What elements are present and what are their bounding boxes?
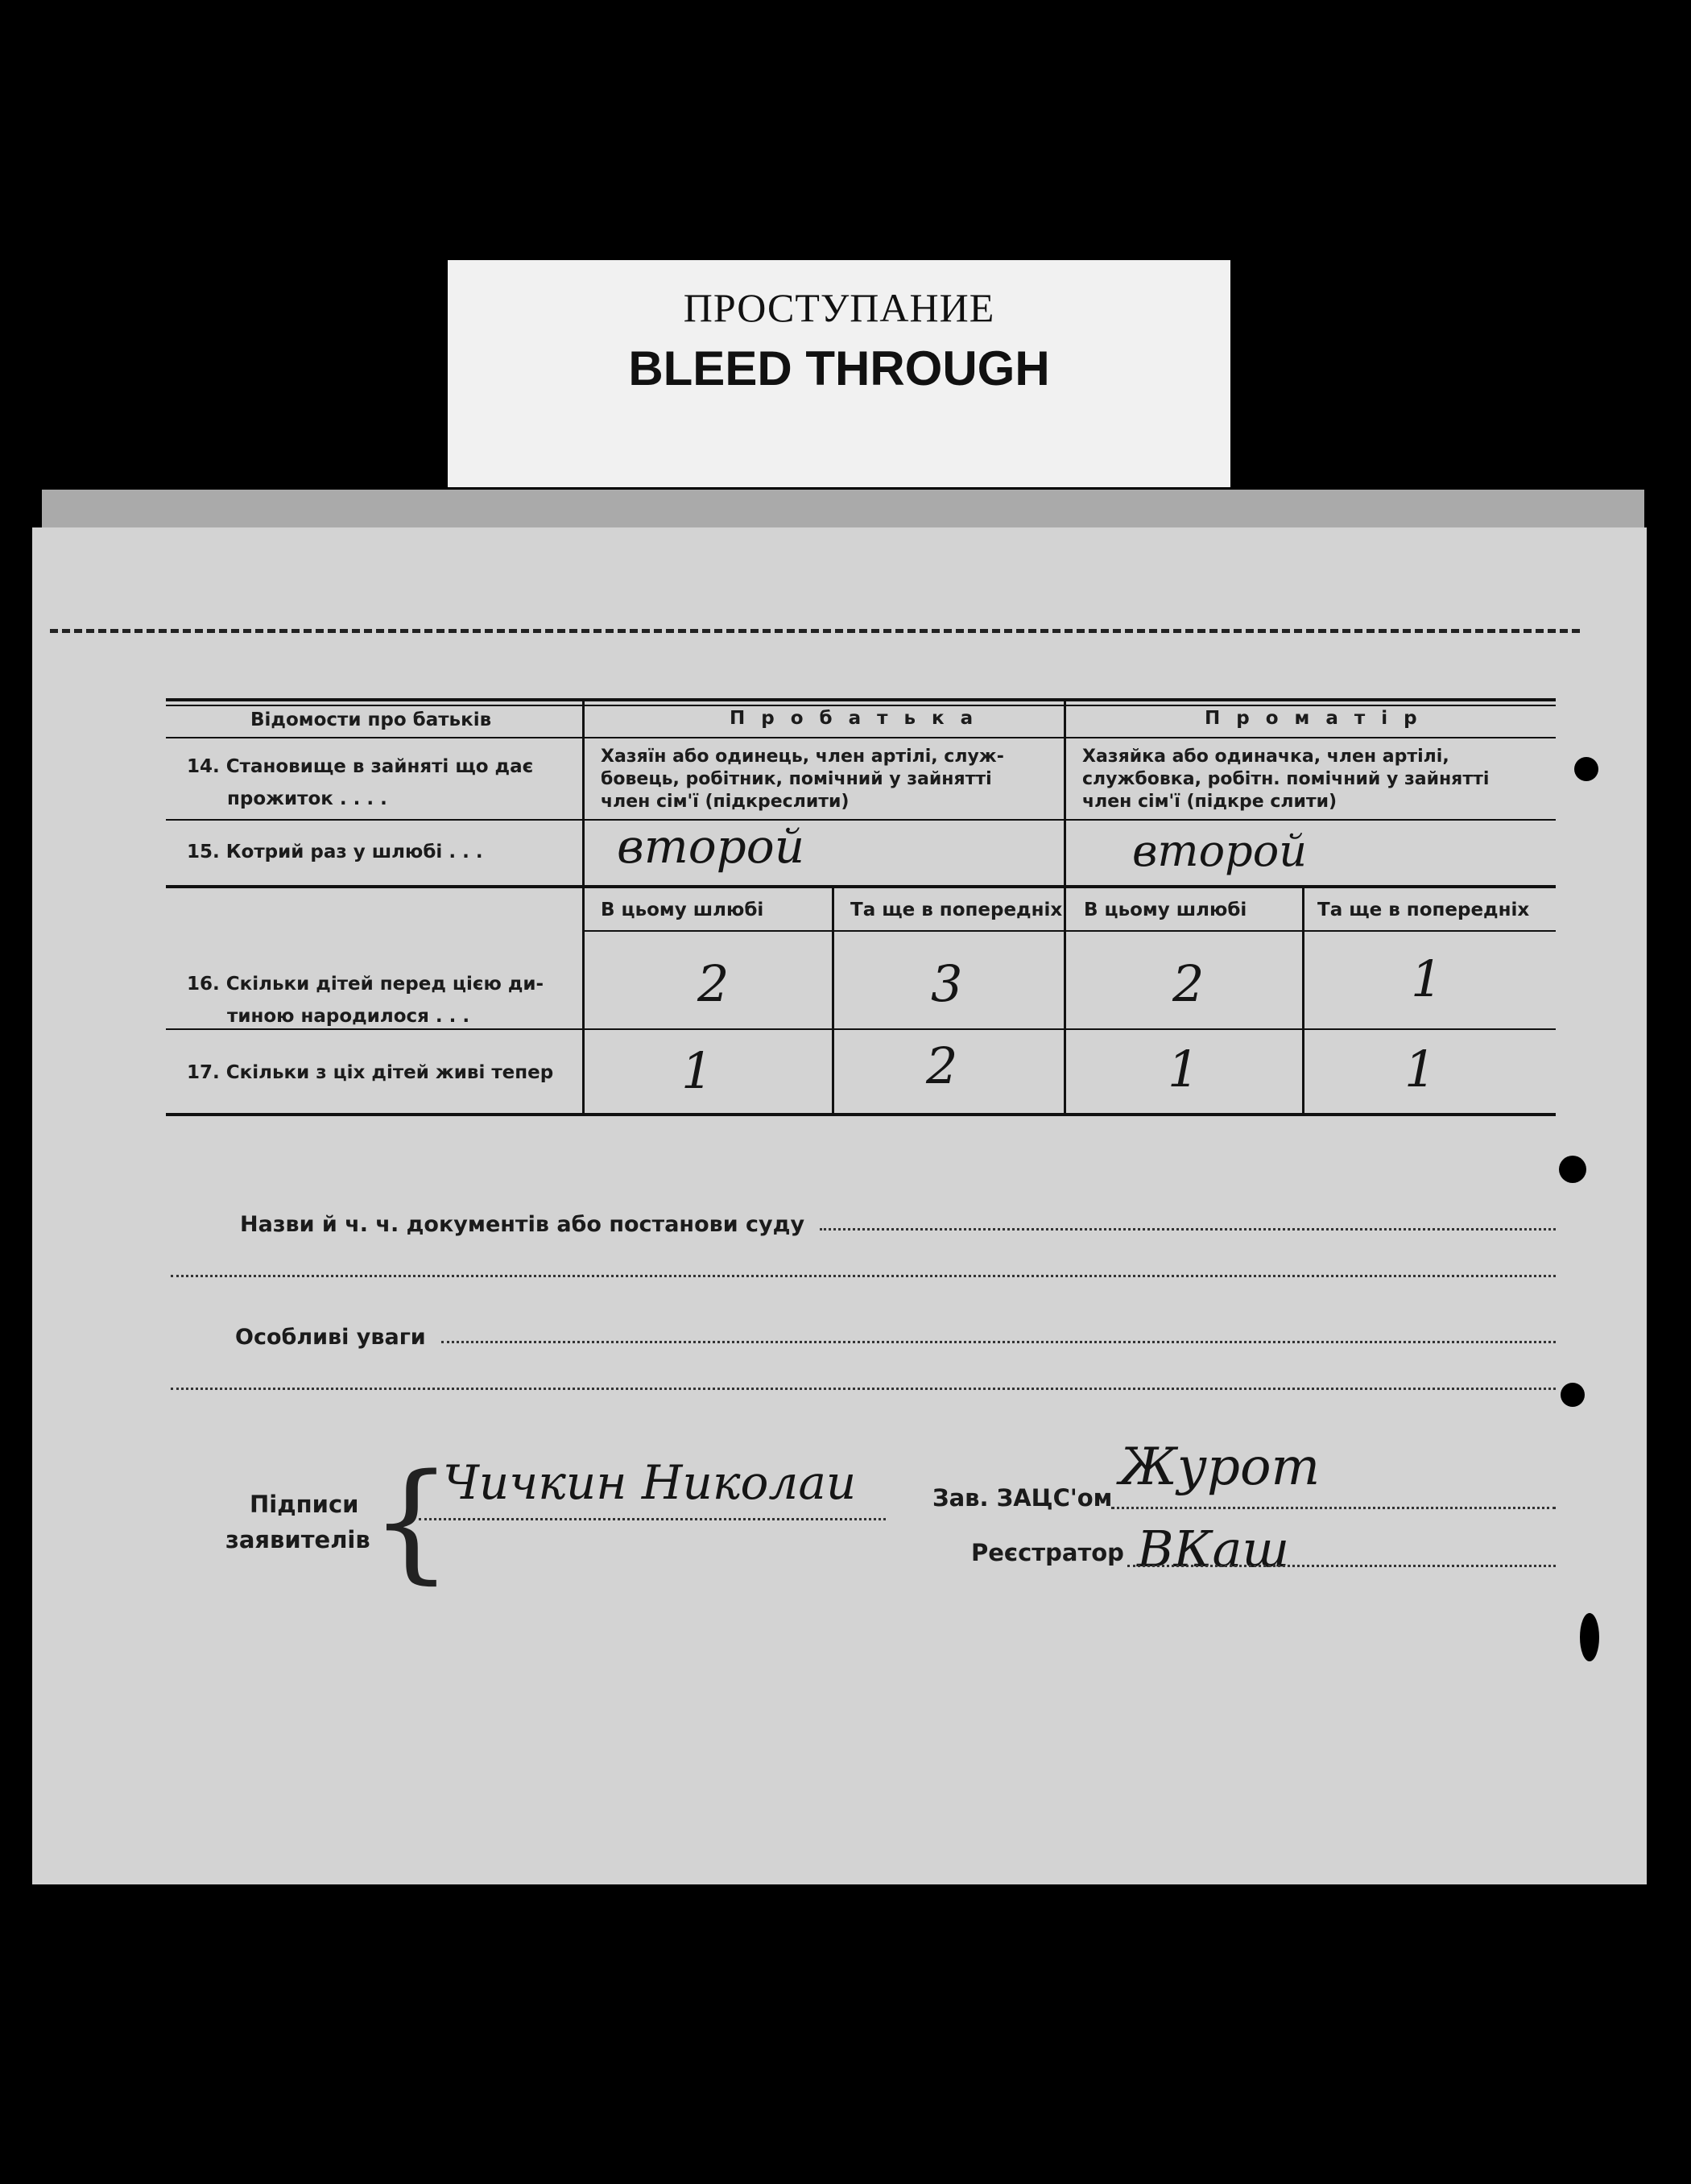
- row14-mother-line2: службовка, робітн. помічний у зайнятті: [1082, 769, 1490, 789]
- column-rule: [1064, 698, 1066, 1116]
- row16-label-cont: тиною народилося . . .: [227, 1006, 470, 1027]
- row17-mother-previous-value: 1: [1404, 1040, 1437, 1098]
- punch-hole: [1559, 1156, 1586, 1183]
- row15-father-handwritten: второй: [617, 819, 805, 874]
- subheader-mother-previous: Та ще в попередніх: [1317, 900, 1530, 920]
- column-rule: [832, 885, 834, 1116]
- table-rule: [166, 737, 1556, 738]
- document-sheet: [32, 527, 1647, 1884]
- row14-mother-line1: Хазяйка або одиначка, член артілі,: [1082, 747, 1449, 767]
- table-rule: [166, 1113, 1556, 1116]
- row14-label: 14. Становище в зайняті що дає: [187, 756, 534, 777]
- row14-father-line3: член сім'ї (підкреслити): [601, 792, 850, 812]
- row15-label: 15. Котрий раз у шлюбі . . .: [187, 842, 483, 862]
- applicants-brace: {: [370, 1446, 453, 1596]
- punch-hole: [1574, 757, 1598, 781]
- head-label: Зав. ЗАЦС'ом: [932, 1484, 1113, 1512]
- table-rule: [585, 930, 1556, 932]
- punch-hole: [1580, 1613, 1599, 1661]
- applicant-signature: Чичкин Николаи: [443, 1455, 857, 1510]
- remarks-dotted-line-2: [171, 1388, 1556, 1390]
- remarks-dotted-line: [441, 1341, 1556, 1343]
- bleed-through-label: [448, 260, 1230, 487]
- registrar-signature-line: [1127, 1565, 1556, 1567]
- parents-table: [166, 698, 1556, 1149]
- column-rule: [582, 698, 585, 1116]
- row17-mother-current-value: 1: [1168, 1040, 1200, 1098]
- remarks-label: Особливі уваги: [235, 1325, 426, 1350]
- applicants-label: Підписи: [250, 1491, 359, 1518]
- header-father: П р о б а т ь к а: [730, 708, 978, 729]
- table-rule: [166, 698, 1556, 701]
- documents-dotted-line: [820, 1228, 1556, 1231]
- row14-label-cont: прожиток . . . .: [227, 788, 387, 809]
- perforation-line: [50, 629, 1580, 633]
- table-rule: [166, 705, 1556, 706]
- row16-label: 16. Скільки дітей перед цією ди-: [187, 974, 544, 995]
- row17-father-current-value: 1: [681, 1041, 713, 1100]
- row16-mother-previous-value: 1: [1411, 949, 1443, 1008]
- header-mother: П р о м а т і р: [1205, 708, 1422, 729]
- label-russian: ПРОСТУПАНИЕ: [683, 285, 995, 330]
- applicants-label-cont: заявителів: [225, 1526, 370, 1553]
- table-rule: [166, 1028, 1556, 1030]
- subheader-mother-current: В цьому шлюбі: [1084, 900, 1247, 920]
- row15-mother-handwritten: второй: [1132, 825, 1308, 876]
- row14-father-line2: бовець, робітник, помічний у зайнятті: [601, 769, 992, 789]
- documents-label: Назви й ч. ч. документів або постанови суду: [240, 1212, 805, 1237]
- table-rule: [166, 819, 1556, 821]
- row16-mother-current-value: 2: [1172, 954, 1205, 1013]
- subheader-father-previous: Та ще в попередніх: [850, 900, 1063, 920]
- label-english: BLEED THROUGH: [628, 341, 1050, 395]
- header-info: Відомости про батьків: [250, 709, 492, 730]
- subheader-father-current: В цьому шлюбі: [601, 900, 764, 920]
- punch-hole: [1561, 1383, 1585, 1407]
- table-rule: [166, 885, 1556, 888]
- documents-dotted-line-2: [171, 1275, 1556, 1277]
- row16-father-previous-value: 3: [931, 954, 963, 1013]
- head-signature: Журот: [1119, 1437, 1321, 1497]
- row17-label: 17. Скільки з ціх дітей живі тепер: [187, 1062, 554, 1083]
- head-signature-line: [1111, 1507, 1556, 1509]
- column-rule: [1302, 885, 1304, 1116]
- applicant-signature-line: [419, 1518, 886, 1520]
- row14-father-line1: Хазяїн або одинець, член артілі, служ-: [601, 747, 1004, 767]
- row17-father-previous-value: 2: [926, 1036, 958, 1095]
- row16-father-current-value: 2: [697, 954, 730, 1013]
- row14-mother-line3: член сім'ї (підкре слити): [1082, 792, 1338, 812]
- registrar-label: Реєстратор: [971, 1539, 1124, 1566]
- registrar-signature: ВКаш: [1137, 1520, 1290, 1578]
